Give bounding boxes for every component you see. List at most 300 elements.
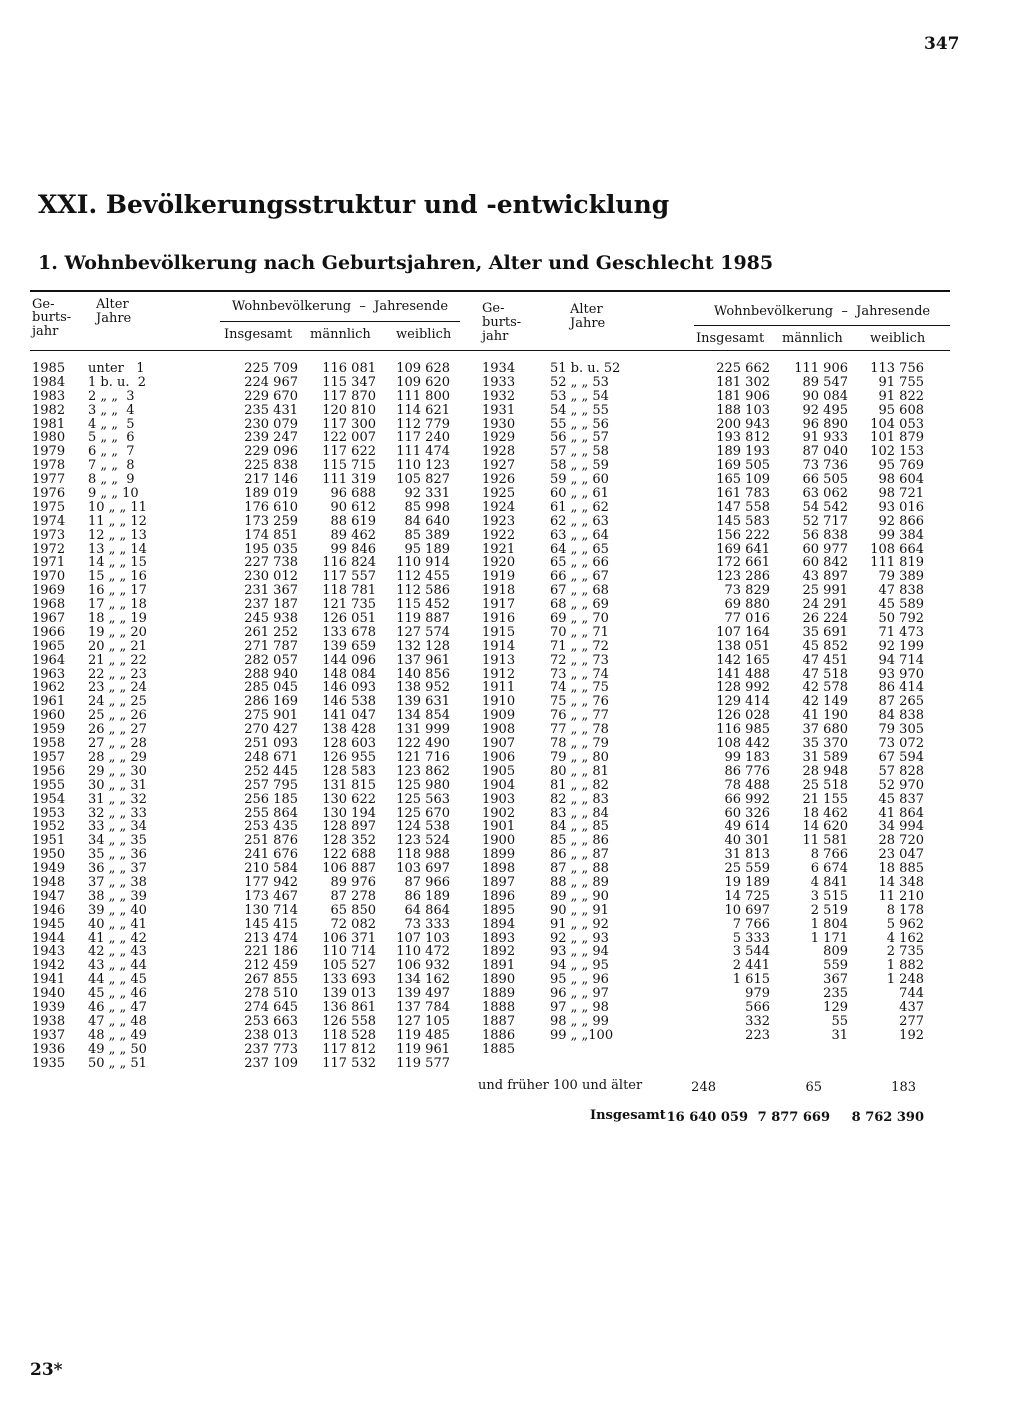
table-row [30,932,952,946]
right-female-cell: 23 047 [878,847,924,863]
header-total-right: Insgesamt [696,331,765,346]
right-age-cell: 97 „ „ 98 [550,999,609,1015]
right-male-cell: 54 542 [802,499,848,515]
left-total-cell: 241 676 [244,847,298,863]
left-female-cell: 73 333 [404,916,450,932]
right-total-cell: 10 697 [724,902,770,918]
left-total-cell: 221 186 [244,944,298,960]
left-age-cell: 2 „ „ 3 [88,388,135,404]
left-birth-year-cell: 1957 [32,749,66,765]
left-female-cell: 111 474 [396,444,450,460]
right-total-cell: 78 488 [724,777,770,793]
left-female-cell: 111 800 [396,388,450,404]
left-male-cell: 90 612 [330,499,376,515]
left-birth-year-cell: 1962 [32,680,66,696]
right-total-cell: 60 326 [724,805,770,821]
left-age-cell: 43 „ „ 44 [88,958,147,974]
right-female-cell: 41 864 [878,805,924,821]
left-male-cell: 117 870 [322,388,376,404]
left-total-cell: 225 709 [244,361,298,376]
left-female-cell: 139 497 [396,986,450,1002]
left-total-cell: 189 019 [244,486,298,502]
right-birth-year-cell: 1923 [482,513,516,529]
left-male-cell: 130 622 [322,791,376,807]
left-age-cell: 47 „ „ 48 [88,1013,147,1029]
right-birth-year-cell: 1914 [482,638,516,654]
table-row [30,404,952,418]
right-male-cell: 37 680 [802,722,848,738]
left-male-cell: 118 781 [322,583,376,599]
left-age-cell: 18 „ „ 19 [88,611,147,627]
left-birth-year-cell: 1977 [32,472,66,488]
left-female-cell: 112 455 [396,569,450,585]
left-female-cell: 95 189 [404,541,450,557]
right-birth-year-cell: 1905 [482,763,516,779]
table-row [30,737,952,751]
right-total-cell: 181 302 [716,374,770,390]
header-birth-year-right-line2: burts- [482,315,522,330]
left-birth-year-cell: 1956 [32,763,66,779]
left-total-cell: 239 247 [244,430,298,446]
right-age-cell: 76 „ „ 77 [550,708,609,724]
left-total-cell: 230 012 [244,569,298,585]
left-birth-year-cell: 1967 [32,611,66,627]
right-male-cell: 14 620 [802,819,848,835]
right-age-cell: 81 „ „ 82 [550,777,609,793]
left-female-cell: 92 331 [404,486,450,502]
table-row [30,820,952,834]
header-male-right: männlich [782,331,843,346]
left-birth-year-cell: 1944 [32,930,66,946]
header-birth-year-line3: jahr [32,324,59,339]
right-age-cell: 69 „ „ 70 [550,611,609,627]
left-total-cell: 251 093 [244,736,298,752]
left-male-cell: 126 955 [322,749,376,765]
right-total-cell: 165 109 [716,472,770,488]
header-female-right: weiblich [870,331,926,346]
left-male-cell: 136 861 [322,999,376,1015]
right-birth-year-cell: 1894 [482,916,516,932]
table-row [30,681,952,695]
right-birth-year-cell: 1916 [482,611,516,627]
right-total-cell: 40 301 [724,833,770,849]
right-male-cell: 63 062 [802,486,848,502]
right-total-cell: 979 [745,986,770,1002]
left-birth-year-cell: 1984 [32,374,66,390]
left-total-cell: 210 584 [244,861,298,877]
right-male-cell: 52 717 [802,513,848,529]
left-male-cell: 131 815 [322,777,376,793]
left-female-cell: 134 854 [396,708,450,724]
right-male-cell: 90 084 [802,388,848,404]
right-total-cell: 25 559 [724,861,770,877]
table-row [30,515,952,529]
left-age-cell: 8 „ „ 9 [88,472,135,488]
right-male-cell: 367 [823,972,848,988]
left-total-cell: 245 938 [244,611,298,627]
left-male-cell: 146 093 [322,680,376,696]
right-female-cell: 2 735 [886,944,924,960]
left-age-cell: unter 1 [88,361,145,376]
left-birth-year-cell: 1935 [32,1055,66,1071]
left-total-cell: 235 431 [244,402,298,418]
right-female-cell: 45 837 [878,791,924,807]
left-birth-year-cell: 1941 [32,972,66,988]
table-row [30,654,952,668]
table-row [30,1057,952,1071]
left-female-cell: 85 998 [404,499,450,515]
right-total-cell: 126 028 [716,708,770,724]
table-row [30,459,952,473]
left-total-cell: 282 057 [244,652,298,668]
left-total-cell: 278 510 [244,986,298,1002]
right-male-cell: 24 291 [802,597,848,613]
right-birth-year-cell: 1922 [482,527,516,543]
left-total-cell: 213 474 [244,930,298,946]
left-birth-year-cell: 1982 [32,402,66,418]
left-age-cell: 31 „ „ 32 [88,791,147,807]
left-female-cell: 85 389 [404,527,450,543]
right-total-cell: 1 615 [732,972,770,988]
right-age-cell: 53 „ „ 54 [550,388,609,404]
right-age-cell: 67 „ „ 68 [550,583,609,599]
right-female-cell: 84 838 [878,708,924,724]
left-age-cell: 26 „ „ 27 [88,722,147,738]
right-birth-year-cell: 1920 [482,555,516,571]
right-female-cell: 92 866 [878,513,924,529]
right-age-cell: 77 „ „ 78 [550,722,609,738]
left-male-cell: 117 812 [322,1041,376,1057]
right-total-cell: 5 333 [732,930,770,946]
right-age-cell: 63 „ „ 64 [550,527,609,543]
right-birth-year-cell: 1908 [482,722,516,738]
left-birth-year-cell: 1959 [32,722,66,738]
right-female-cell: 108 664 [870,541,924,557]
table-rows [30,362,952,1070]
table-row [30,598,952,612]
left-female-cell: 134 162 [396,972,450,988]
left-female-cell: 131 999 [396,722,450,738]
left-age-cell: 19 „ „ 20 [88,624,147,640]
left-age-cell: 11 „ „ 12 [88,513,147,529]
header-bottom-rule [30,350,950,351]
right-total-cell: 129 414 [716,694,770,710]
left-age-cell: 13 „ „ 14 [88,541,147,557]
left-total-cell: 238 013 [244,1027,298,1043]
left-male-cell: 96 688 [330,486,376,502]
grand-total-label: Insgesamt [590,1108,666,1123]
right-birth-year-cell: 1902 [482,805,516,821]
left-male-cell: 122 007 [322,430,376,446]
left-total-cell: 177 942 [244,874,298,890]
left-total-cell: 286 169 [244,694,298,710]
left-female-cell: 125 563 [396,791,450,807]
right-male-cell: 26 224 [802,611,848,627]
left-male-cell: 106 371 [322,930,376,946]
right-birth-year-cell: 1928 [482,444,516,460]
left-birth-year-cell: 1960 [32,708,66,724]
right-birth-year-cell: 1886 [482,1027,516,1043]
right-total-cell: 147 558 [716,499,770,515]
left-age-cell: 41 „ „ 42 [88,930,147,946]
left-male-cell: 120 810 [322,402,376,418]
right-age-cell: 82 „ „ 83 [550,791,609,807]
right-age-cell: 84 „ „ 85 [550,819,609,835]
left-total-cell: 229 096 [244,444,298,460]
grand-total-total: 16 640 059 [666,1110,748,1125]
left-male-cell: 87 278 [330,888,376,904]
left-age-cell: 17 „ „ 18 [88,597,147,613]
right-male-cell: 31 [831,1027,848,1043]
left-female-cell: 105 827 [396,472,450,488]
left-total-cell: 212 459 [244,958,298,974]
left-birth-year-cell: 1985 [32,361,66,376]
right-age-cell: 72 „ „ 73 [550,652,609,668]
right-female-cell: 93 016 [878,499,924,515]
table-row [30,612,952,626]
right-female-cell: 93 970 [878,666,924,682]
left-male-cell: 72 082 [330,916,376,932]
right-total-cell: 566 [745,999,770,1015]
right-total-cell: 145 583 [716,513,770,529]
left-female-cell: 119 485 [396,1027,450,1043]
left-birth-year-cell: 1974 [32,513,66,529]
left-total-cell: 145 415 [244,916,298,932]
left-male-cell: 128 583 [322,763,376,779]
left-female-cell: 140 856 [396,666,450,682]
left-male-cell: 117 557 [322,569,376,585]
right-female-cell: 92 199 [878,638,924,654]
left-female-cell: 127 105 [396,1013,450,1029]
left-birth-year-cell: 1973 [32,527,66,543]
left-birth-year-cell: 1976 [32,486,66,502]
right-birth-year-cell: 1931 [482,402,516,418]
left-age-cell: 28 „ „ 29 [88,749,147,765]
right-birth-year-cell: 1899 [482,847,516,863]
left-total-cell: 288 940 [244,666,298,682]
right-birth-year-cell: 1909 [482,708,516,724]
left-birth-year-cell: 1983 [32,388,66,404]
right-male-cell: 21 155 [802,791,848,807]
right-total-cell: 19 189 [724,874,770,890]
table-row [30,1043,952,1057]
left-birth-year-cell: 1969 [32,583,66,599]
right-female-cell: 73 072 [878,736,924,752]
table-row [30,668,952,682]
table-row [30,959,952,973]
left-male-cell: 141 047 [322,708,376,724]
left-female-cell: 121 716 [396,749,450,765]
left-male-cell: 115 715 [322,458,376,474]
left-male-cell: 126 051 [322,611,376,627]
left-total-cell: 257 795 [244,777,298,793]
right-age-cell: 75 „ „ 76 [550,694,609,710]
left-total-cell: 256 185 [244,791,298,807]
right-male-cell: 56 838 [802,527,848,543]
left-male-cell: 118 528 [322,1027,376,1043]
right-age-cell: 87 „ „ 88 [550,861,609,877]
right-female-cell: 50 792 [878,611,924,627]
table-row [30,751,952,765]
right-female-cell: 102 153 [870,444,924,460]
left-total-cell: 275 901 [244,708,298,724]
left-female-cell: 123 524 [396,833,450,849]
left-age-cell: 1 b. u. 2 [88,374,147,390]
left-age-cell: 44 „ „ 45 [88,972,147,988]
left-female-cell: 109 628 [396,361,450,376]
right-birth-year-cell: 1904 [482,777,516,793]
left-age-cell: 21 „ „ 22 [88,652,147,668]
left-age-cell: 22 „ „ 23 [88,666,147,682]
right-birth-year-cell: 1930 [482,416,516,432]
left-male-cell: 99 846 [330,541,376,557]
left-total-cell: 261 252 [244,624,298,640]
left-female-cell: 124 538 [396,819,450,835]
table-row [30,487,952,501]
right-male-cell: 31 589 [802,749,848,765]
header-age-line1: Alter [96,297,129,312]
left-female-cell: 115 452 [396,597,450,613]
right-male-cell: 47 518 [802,666,848,682]
left-female-cell: 106 932 [396,958,450,974]
left-total-cell: 227 738 [244,555,298,571]
right-age-cell: 61 „ „ 62 [550,499,609,515]
left-male-cell: 110 714 [322,944,376,960]
right-total-cell: 73 829 [724,583,770,599]
left-age-cell: 14 „ „ 15 [88,555,147,571]
left-birth-year-cell: 1965 [32,638,66,654]
right-age-cell: 65 „ „ 66 [550,555,609,571]
right-age-cell: 88 „ „ 89 [550,874,609,890]
left-birth-year-cell: 1980 [32,430,66,446]
top-rule [30,290,950,292]
left-total-cell: 237 773 [244,1041,298,1057]
left-female-cell: 103 697 [396,861,450,877]
right-age-cell: 85 „ „ 86 [550,833,609,849]
left-male-cell: 105 527 [322,958,376,974]
table-row [30,390,952,404]
left-total-cell: 255 864 [244,805,298,821]
right-birth-year-cell: 1903 [482,791,516,807]
right-birth-year-cell: 1906 [482,749,516,765]
right-male-cell: 35 691 [802,624,848,640]
left-birth-year-cell: 1937 [32,1027,66,1043]
table-row [30,501,952,515]
left-female-cell: 117 240 [396,430,450,446]
right-age-cell: 56 „ „ 57 [550,430,609,446]
right-male-cell: 4 841 [810,874,848,890]
right-female-cell: 79 305 [878,722,924,738]
right-female-cell: 87 265 [878,694,924,710]
left-birth-year-cell: 1954 [32,791,66,807]
right-female-cell: 98 604 [878,472,924,488]
right-birth-year-cell: 1933 [482,374,516,390]
right-birth-year-cell: 1895 [482,902,516,918]
right-age-cell: 89 „ „ 90 [550,888,609,904]
right-female-cell: 71 473 [878,624,924,640]
header-female-left: weiblich [396,327,452,342]
left-age-cell: 42 „ „ 43 [88,944,147,960]
extra-row-male: 65 [805,1080,822,1095]
table-row [30,695,952,709]
right-total-cell: 107 164 [716,624,770,640]
right-male-cell: 42 578 [802,680,848,696]
table-row [30,793,952,807]
table-row [30,765,952,779]
left-total-cell: 267 855 [244,972,298,988]
left-total-cell: 173 467 [244,888,298,904]
left-birth-year-cell: 1966 [32,624,66,640]
right-total-cell: 69 880 [724,597,770,613]
table-row [30,779,952,793]
right-female-cell: 1 248 [886,972,924,988]
right-male-cell: 235 [823,986,848,1002]
right-total-cell: 66 992 [724,791,770,807]
left-male-cell: 89 462 [330,527,376,543]
header-subrule-left [220,321,460,322]
right-age-cell: 95 „ „ 96 [550,972,609,988]
left-age-cell: 16 „ „ 17 [88,583,147,599]
right-birth-year-cell: 1921 [482,541,516,557]
right-female-cell: 94 714 [878,652,924,668]
right-male-cell: 809 [823,944,848,960]
right-female-cell: 11 210 [878,888,924,904]
left-male-cell: 121 735 [322,597,376,613]
right-male-cell: 91 933 [802,430,848,446]
left-female-cell: 125 670 [396,805,450,821]
left-age-cell: 27 „ „ 28 [88,736,147,752]
left-male-cell: 115 347 [322,374,376,390]
table-row [30,556,952,570]
left-birth-year-cell: 1952 [32,819,66,835]
left-male-cell: 117 300 [322,416,376,432]
left-total-cell: 252 445 [244,763,298,779]
left-female-cell: 86 189 [404,888,450,904]
left-birth-year-cell: 1949 [32,861,66,877]
right-female-cell: 52 970 [878,777,924,793]
left-age-cell: 15 „ „ 16 [88,569,147,585]
left-male-cell: 139 659 [322,638,376,654]
table-row [30,876,952,890]
left-birth-year-cell: 1946 [32,902,66,918]
right-age-cell: 99 „ „100 [550,1027,614,1043]
right-male-cell: 92 495 [802,402,848,418]
left-total-cell: 237 187 [244,597,298,613]
left-birth-year-cell: 1942 [32,958,66,974]
right-total-cell: 193 812 [716,430,770,446]
left-age-cell: 6 „ „ 7 [88,444,135,460]
right-age-cell: 96 „ „ 97 [550,986,609,1002]
right-total-cell: 138 051 [716,638,770,654]
left-female-cell: 138 952 [396,680,450,696]
left-male-cell: 65 850 [330,902,376,918]
left-age-cell: 50 „ „ 51 [88,1055,147,1071]
left-male-cell: 128 352 [322,833,376,849]
left-age-cell: 40 „ „ 41 [88,916,147,932]
right-female-cell: 34 994 [878,819,924,835]
left-male-cell: 148 084 [322,666,376,682]
left-total-cell: 285 045 [244,680,298,696]
left-birth-year-cell: 1936 [32,1041,66,1057]
table-row [30,584,952,598]
right-birth-year-cell: 1901 [482,819,516,835]
left-male-cell: 117 532 [322,1055,376,1071]
right-birth-year-cell: 1912 [482,666,516,682]
right-female-cell: 91 822 [878,388,924,404]
header-age-right-line2: Jahre [570,316,606,331]
left-total-cell: 274 645 [244,999,298,1015]
left-birth-year-cell: 1953 [32,805,66,821]
